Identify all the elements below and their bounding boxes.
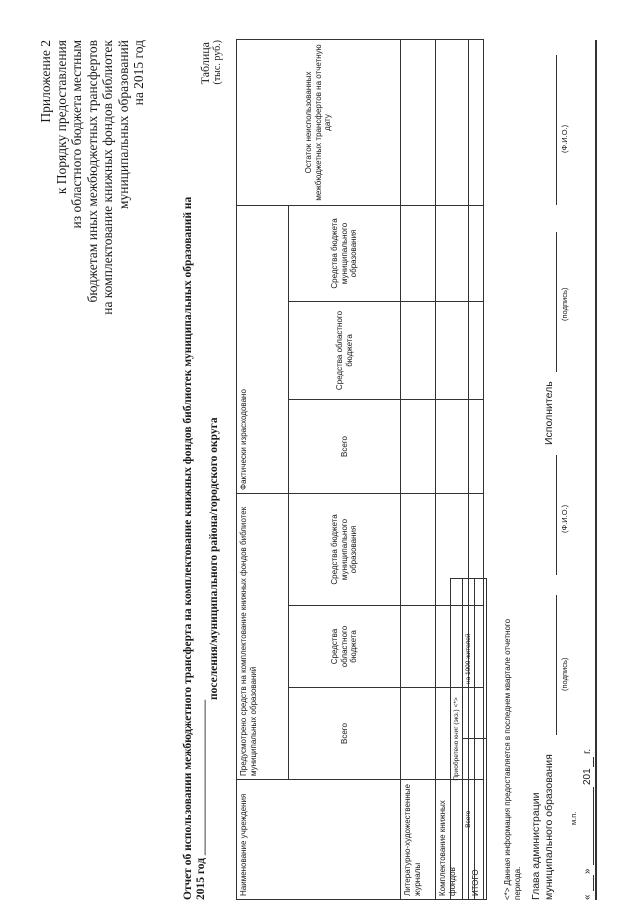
row-name: Литературно-художественные журналы [401, 780, 436, 900]
row-name: ИТОГО [469, 780, 484, 900]
appendix-line: из областного бюджета местным [69, 40, 84, 229]
header-planned-group: Предусмотрено средств на комплектование книжных фондов библиотек муниципальных образований [237, 493, 289, 779]
header-planned-municipal: Средства бюджета муниципального образования [289, 493, 401, 605]
books-col-per-1000: на 1000 жителей [463, 579, 475, 740]
head-name-label: (Ф.И.О.) [560, 504, 569, 533]
header-actual-total: Всего [289, 399, 401, 493]
row-name: Комплектование книжных фондов [436, 780, 469, 900]
report-title-line1: Отчет об использовании межбюджетного трансферта на комплектование книжных фондов библиотек муниципальных образований на [182, 196, 194, 900]
table-cell[interactable] [436, 301, 469, 399]
header-actual-regional: Средства областного бюджета [289, 301, 401, 399]
appendix-line: на комплектование книжных фондов библиотек [100, 40, 115, 315]
books-col-total: Всего [463, 739, 475, 900]
executor-label: Исполнитель [543, 381, 555, 445]
date-year: 201 [582, 768, 593, 785]
appendix-line: к Порядку предоставления [53, 40, 69, 195]
header-institution: Наименование учреждения [237, 780, 401, 900]
header-actual-municipal: Средства бюджета муниципального образования [289, 205, 401, 301]
executor-signature-label: (подпись) [560, 287, 569, 321]
stamp-label: м.п. [569, 811, 578, 825]
bottom-rule [595, 40, 597, 900]
table-cell[interactable] [401, 688, 436, 780]
date-suffix: г. [582, 748, 593, 754]
report-year: 2015 год [195, 857, 207, 900]
table-row [401, 39, 436, 899]
table-cell[interactable] [401, 399, 436, 493]
table-cell[interactable] [401, 301, 436, 399]
table-cell[interactable] [469, 39, 484, 205]
date-year-line[interactable] [593, 757, 594, 767]
table-label: Таблица [198, 42, 212, 85]
books-cell[interactable] [475, 579, 487, 740]
date-close-quote: » [582, 868, 593, 874]
header-planned-regional: Средства областного бюджета [289, 606, 401, 688]
date-month-line[interactable] [593, 787, 594, 865]
report-name-blank: ___________________________ [195, 699, 207, 856]
report-title [182, 30, 221, 900]
head-title-line2: муниципального образования [543, 754, 555, 900]
report-table [236, 39, 484, 900]
header-actual-group: Фактически израсходовано [237, 205, 289, 493]
executor-name-line[interactable] [556, 55, 557, 205]
table-cell[interactable] [436, 39, 469, 205]
books-header: Приобретено книг (экз.) <*> [451, 579, 463, 900]
report-title-line2 [195, 30, 208, 900]
books-table [450, 578, 487, 900]
table-cell[interactable] [469, 399, 484, 493]
table-cell[interactable] [401, 205, 436, 301]
table-cell[interactable] [469, 205, 484, 301]
appendix-line: муниципальных образований [115, 40, 131, 210]
units-label: (тыс. руб.) [212, 40, 223, 85]
books-cell[interactable] [475, 739, 487, 900]
table-cell[interactable] [469, 301, 484, 399]
head-title-line1: Глава администрации [530, 792, 542, 900]
appendix-line: бюджетам иных межбюджетных трансфертов [84, 40, 100, 303]
head-name-line[interactable] [556, 455, 557, 575]
appendix-line: Приложение 2 [38, 40, 53, 123]
table-cell[interactable] [401, 39, 436, 205]
header-planned-total: Всего [289, 688, 401, 780]
appendix-line: на 2015 год [131, 40, 146, 106]
report-title-line3: поселения/муниципального района/городского округа [208, 417, 220, 700]
table-cell[interactable] [436, 205, 469, 301]
date-day-line[interactable] [593, 875, 594, 891]
table-cell[interactable] [401, 493, 436, 605]
executor-signature-line[interactable] [556, 232, 557, 372]
appendix-heading [38, 40, 147, 315]
executor-name-label: (Ф.И.О.) [560, 124, 569, 153]
head-signature-line[interactable] [556, 595, 557, 735]
head-signature-label: (подпись) [560, 657, 569, 691]
header-balance: Остаток неиспользованных межбюджетных трансфертов на отчетную дату [237, 39, 401, 205]
table-cell[interactable] [401, 606, 436, 688]
date-open-quote: « [582, 894, 593, 900]
table-cell[interactable] [436, 399, 469, 493]
footnote: <*> Данная информация предоставляется в последнем квартале отчетного периода. [503, 618, 522, 900]
